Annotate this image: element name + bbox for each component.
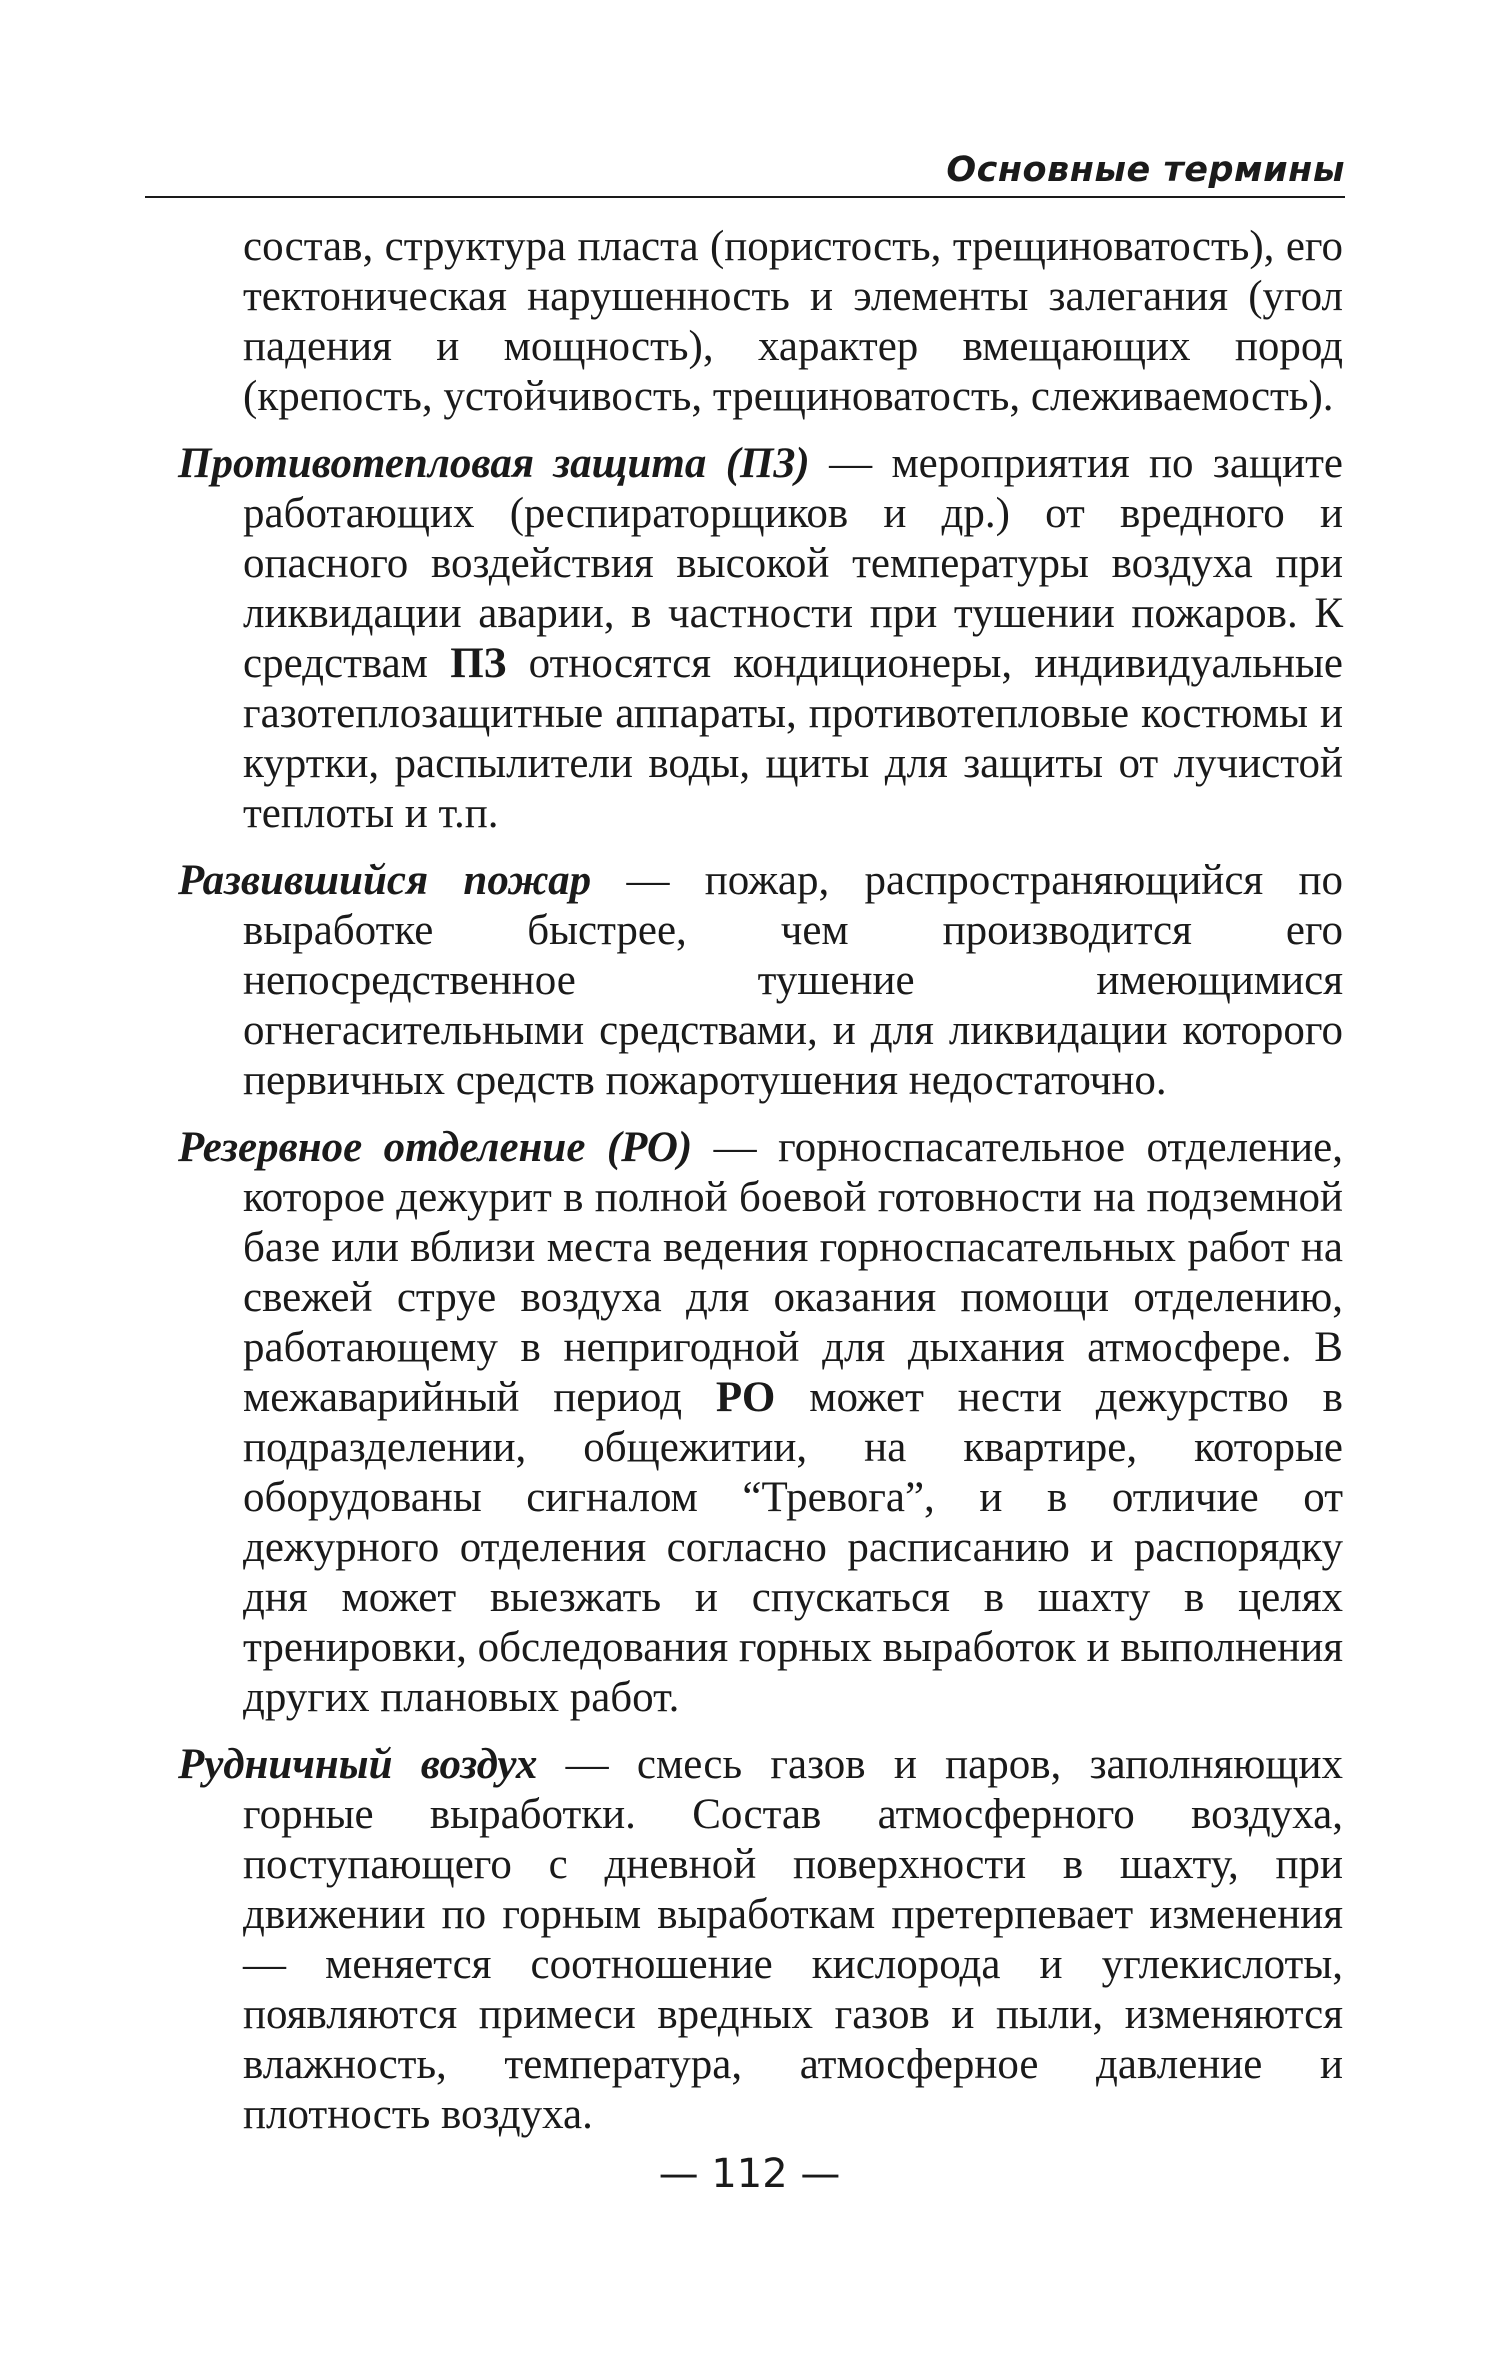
- entry-abbreviation: РО: [715, 1374, 776, 1421]
- running-title: Основные термины: [946, 150, 1345, 190]
- entry-definition: — горноспасательное отделение, которое дежурит в полной боевой готовности на подземной базе или вблизи места ведения горноспасательных работ на свежей струе воздуха для оказания помощи отделению, работающему в непригодной для дыхания атмосфере. В межаварийный период: [243, 1124, 1344, 1421]
- entry-definition: — пожар, распространяющийся по выработке быстрее, чем производится его непосредственное тушение имеющимися огнегасительными средствами, и для ликвидации которого первичных средств пожаротушения недостаточно.: [243, 857, 1343, 1104]
- glossary-entry-heat-protection: [178, 439, 1343, 839]
- glossary-entry-reserve-unit: [178, 1123, 1343, 1723]
- glossary-entry-mine-air: [178, 1740, 1343, 2140]
- page-body: [178, 222, 1343, 2140]
- running-header: [145, 148, 1345, 198]
- entry-term: Резервное отделение (РО): [178, 1124, 693, 1171]
- entry-abbreviation: ПЗ: [450, 640, 507, 687]
- entry-definition-continued: относятся кондиционеры, индивидуальные газотеплозащитные аппараты, противотепловые костюмы и куртки, распылители воды, щиты для защиты от лучистой теплоты и т.п.: [243, 640, 1343, 837]
- entry-definition: — мероприятия по защите работающих (респираторщиков и др.) от вредного и опасного воздействия высокой температуры воздуха при ликвидации аварии, в частности при тушении пожаров. К средствам: [243, 440, 1343, 687]
- entry-definition-continued: может нести дежурство в подразделении, общежитии, на квартире, которые оборудованы сигналом “Тревога”, и в отличие от дежурного отделения согласно расписанию и распорядку дня может выезжать и спускаться в шахту в целях тренировки, обследования горных выработок и выполнения других плановых работ.: [243, 1374, 1343, 1721]
- entry-term: Рудничный воздух: [178, 1741, 538, 1788]
- entry-definition: — смесь газов и паров, заполняющих горные выработки. Состав атмосферного воздуха, поступающего с дневной поверхности в шахту, при движении по горным выработкам претерпевает изменения — меняется соотношение кислорода и углекислоты, появляются примеси вредных газов и пыли, изменяются влажность, температура, атмосферное давление и плотность воздуха.: [243, 1741, 1344, 2138]
- glossary-entry-developed-fire: [178, 856, 1343, 1106]
- entry-term: Развившийся пожар: [178, 857, 592, 904]
- page-number: — 112 —: [658, 2151, 841, 2197]
- continuation-paragraph: состав, структура пласта (пористость, трещиноватость), его тектоническая нарушенность и элементы залегания (угол падения и мощность), характер вмещающих пород (крепость, устойчивость, трещиноватость, слеживаемость).: [243, 223, 1343, 420]
- entry-term: Противотепловая защита (ПЗ): [178, 440, 810, 487]
